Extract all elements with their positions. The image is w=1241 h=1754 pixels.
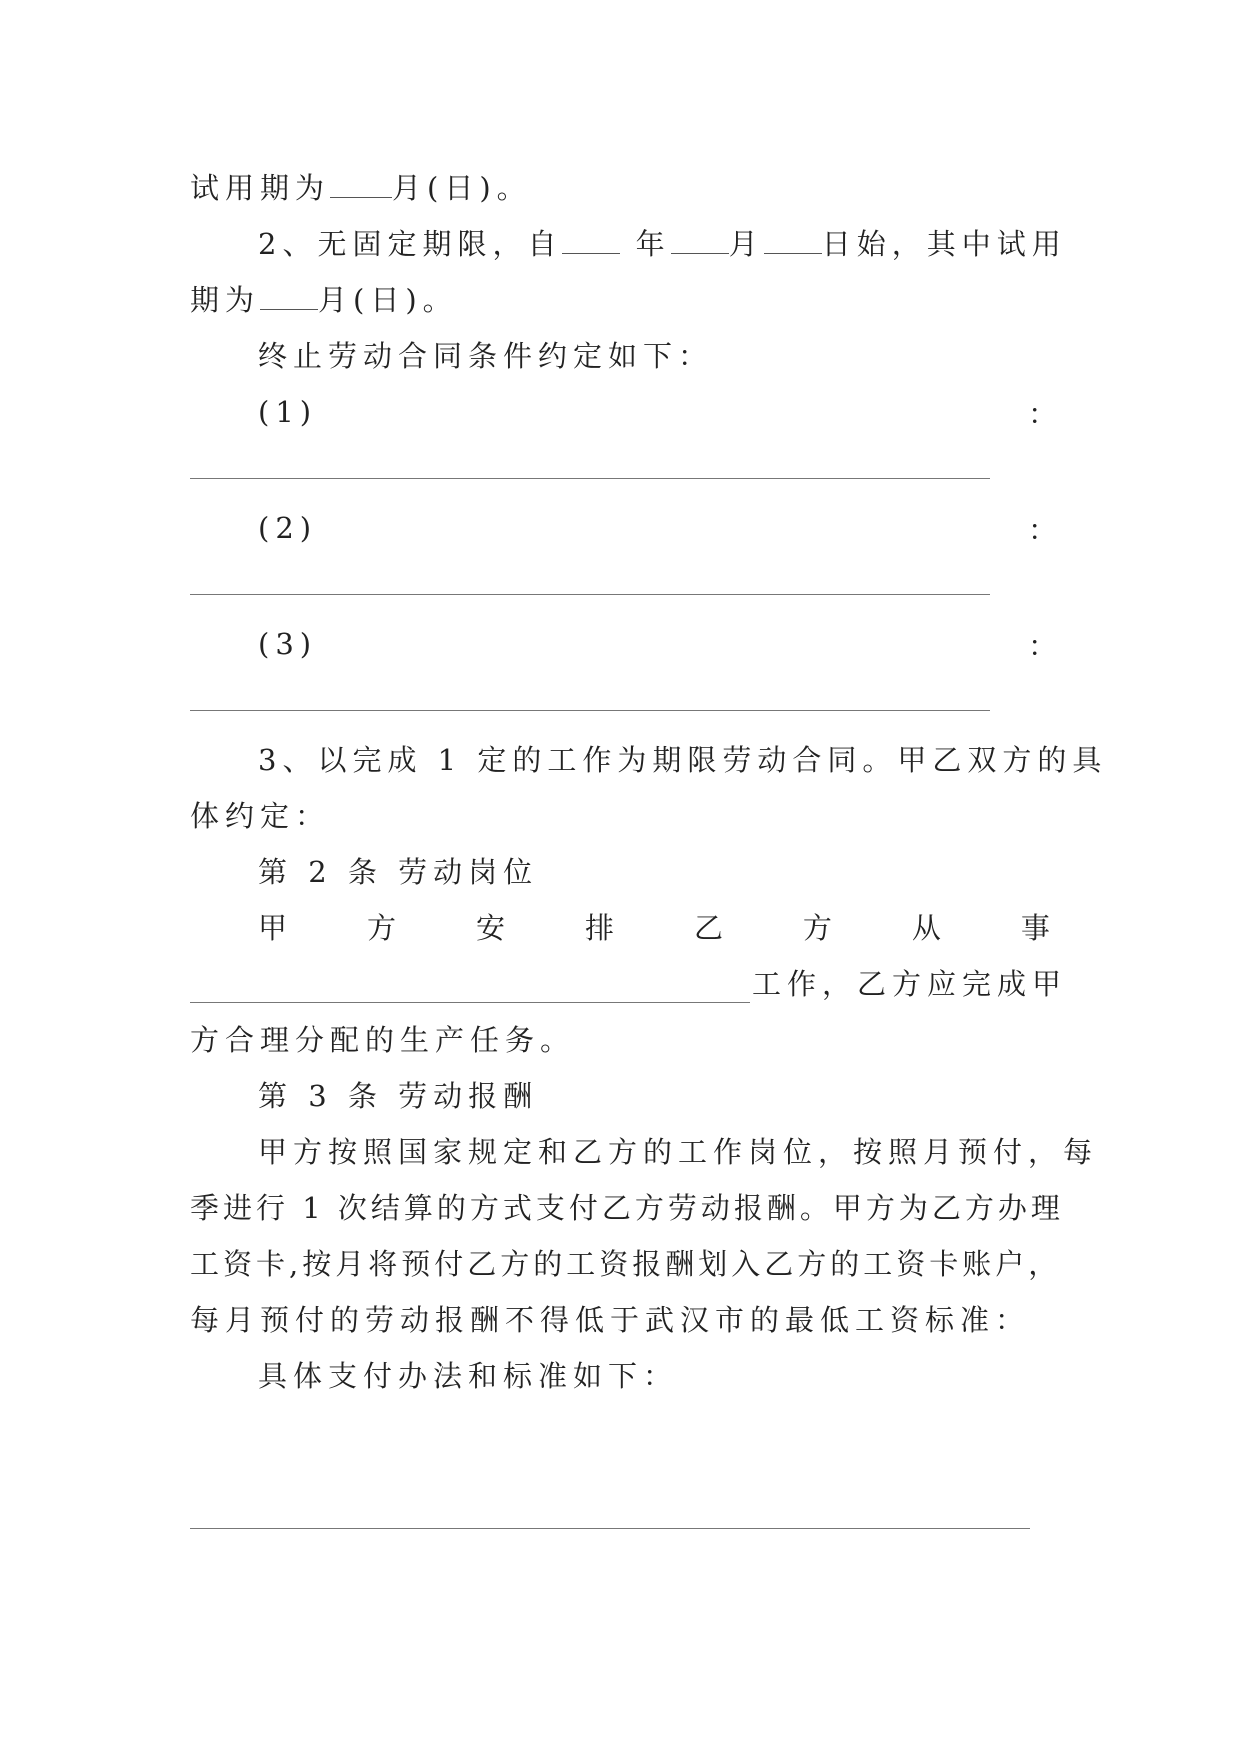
article-2-line-3: 方合理分配的生产任务。 bbox=[190, 1023, 576, 1057]
clause-3-line-2: 体约定： bbox=[190, 799, 331, 833]
termination-item-1-label: (1) bbox=[258, 395, 318, 429]
clause-2-line-1 bbox=[258, 224, 1067, 264]
spread-char: 从 bbox=[911, 911, 941, 945]
article-3-line-1: 甲方按照国家规定和乙方的工作岗位，按照月预付，每 bbox=[258, 1135, 1099, 1169]
year-label: 年 bbox=[635, 227, 671, 261]
probation-tail: 月(日)。 bbox=[318, 283, 458, 317]
termination-item-1-colon: ： bbox=[1028, 397, 1058, 431]
month-label: 月 bbox=[728, 227, 764, 261]
spread-char: 甲 bbox=[258, 911, 288, 945]
clause-2-line-2 bbox=[190, 280, 1050, 320]
article-3-line-2: 季进行 1 次结算的方式支付乙方劳动报酬。甲方为乙方办理 bbox=[190, 1191, 1064, 1225]
termination-item-2-label: (2) bbox=[258, 511, 318, 545]
termination-item-3-blank[interactable] bbox=[190, 710, 990, 711]
article-3-line-4: 每月预付的劳动报酬不得低于武汉市的最低工资标准： bbox=[190, 1303, 1031, 1337]
blank-field[interactable] bbox=[330, 196, 392, 198]
article-2-title: 第 2 条 劳动岗位 bbox=[258, 855, 539, 889]
probation-text: 试用期为 bbox=[190, 171, 331, 205]
blank-field[interactable] bbox=[764, 252, 822, 254]
spread-char: 安 bbox=[475, 911, 505, 945]
spread-char: 方 bbox=[366, 911, 396, 945]
blank-field[interactable] bbox=[671, 252, 729, 254]
spread-char: 方 bbox=[802, 911, 832, 945]
termination-heading: 终止劳动合同条件约定如下： bbox=[258, 339, 714, 373]
blank-field[interactable] bbox=[562, 252, 620, 254]
article-3-title: 第 3 条 劳动报酬 bbox=[258, 1079, 539, 1113]
termination-item-2-colon: ： bbox=[1028, 513, 1058, 547]
article-2-spread-line bbox=[258, 908, 1050, 948]
termination-item-1-blank[interactable] bbox=[190, 478, 990, 479]
clause-3-line-1: 3、以完成 1 定的工作为期限劳动合同。甲乙双方的具 bbox=[258, 743, 1108, 777]
probation-tail: 月(日)。 bbox=[392, 171, 532, 205]
article-3-line-5: 具体支付办法和标准如下： bbox=[258, 1359, 679, 1393]
spread-char: 乙 bbox=[693, 911, 723, 945]
blank-field[interactable] bbox=[260, 308, 318, 310]
article-3-line-3: 工资卡,按月将预付乙方的工资报酬划入乙方的工资卡账户， bbox=[190, 1247, 1062, 1281]
spread-char: 排 bbox=[584, 911, 614, 945]
day-label: 日始，其中试用 bbox=[821, 227, 1067, 261]
article-2-line-2-tail: 工作，乙方应完成甲 bbox=[752, 967, 1068, 1001]
probation-line bbox=[190, 168, 1050, 208]
payment-details-blank[interactable] bbox=[190, 1528, 1030, 1529]
job-position-blank[interactable] bbox=[190, 1002, 750, 1003]
termination-item-2-blank[interactable] bbox=[190, 594, 990, 595]
spread-char: 事 bbox=[1020, 911, 1050, 945]
clause-2-text: 2、无固定期限，自 bbox=[258, 227, 563, 261]
probation-text: 期为 bbox=[190, 283, 261, 317]
termination-item-3-colon: ： bbox=[1028, 629, 1058, 663]
termination-item-3-label: (3) bbox=[258, 627, 318, 661]
